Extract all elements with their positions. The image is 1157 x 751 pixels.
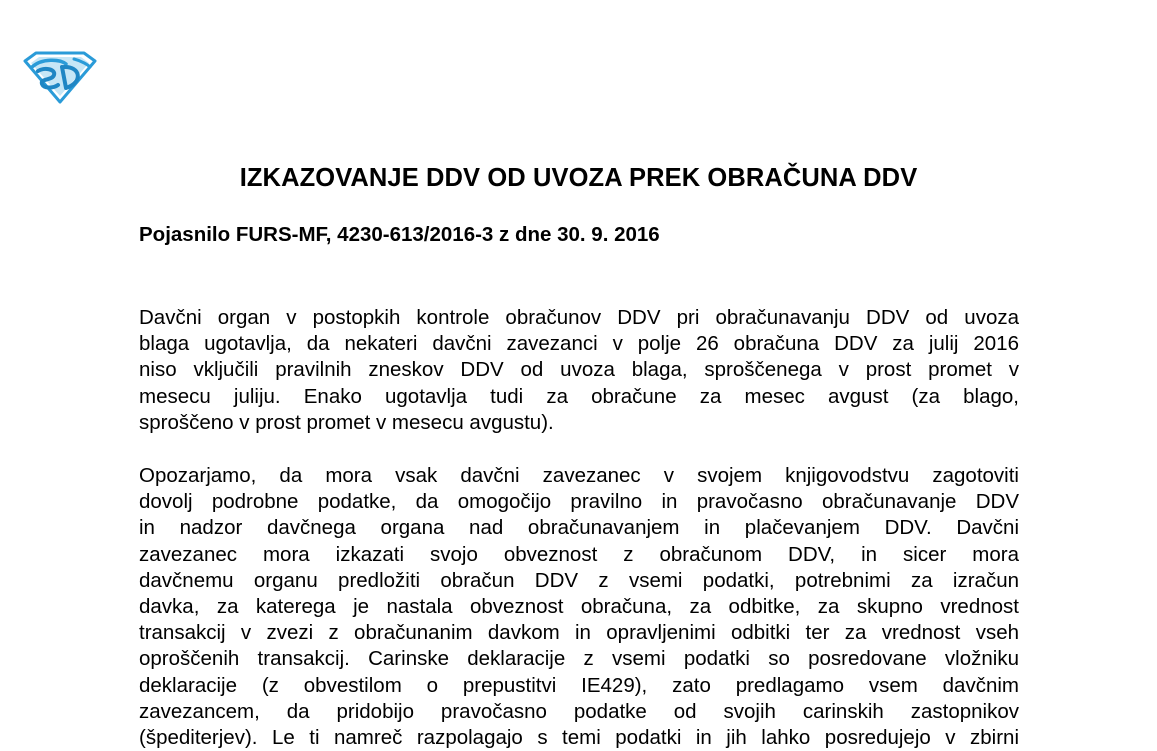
paragraph-line: mesecu juliju. Enako ugotavlja tudi za obračune za mesec avgust (za blago, — [139, 384, 1019, 408]
paragraph-line: sproščeno v prost promet v mesecu avgustu). — [139, 410, 554, 434]
paragraph-line: zavezanec mora izkazati svojo obveznost z obračunom DDV, in sicer mora — [139, 542, 1019, 566]
paragraph-line: deklaracije (z obvestilom o prepustitvi IE429), zato predlagamo vsem davčnim — [139, 673, 1019, 697]
document-title: IZKAZOVANJE DDV OD UVOZA PREK OBRAČUNA DDV — [239, 164, 918, 192]
paragraph-line: oproščenih transakcij. Carinske deklaracije z vsemi podatki so posredovane vložniku — [139, 647, 1019, 671]
paragraph-line: in nadzor davčnega organa nad obračunavanjem in plačevanjem DDV. Davčni — [139, 516, 1019, 540]
paragraph-line: davčnemu organu predložiti obračun DDV z vsemi podatki, potrebnimi za izračun — [139, 568, 1019, 592]
paragraph-line: niso vključili pravilnih zneskov DDV od uvoza blaga, sproščenega v prost promet v — [139, 358, 1019, 382]
paragraph-line: (špediterjev). Le ti namreč razpolagajo s temi podatki in jih lahko posredujejo v zbirni — [139, 725, 1019, 749]
paragraph-line: Opozarjamo, da mora vsak davčni zavezanec v svojem knjigovodstvu zagotoviti — [139, 464, 1019, 487]
sd-diamond-logo-icon — [22, 50, 98, 104]
paragraph-line: dovolj podrobne podatke, da omogočijo pravilno in pravočasno obračunavanje DDV — [139, 490, 1019, 514]
paragraph-line: Davčni organ v postopkih kontrole obračunov DDV pri obračunavanju DDV od uvoza — [139, 306, 1019, 329]
paragraph-line: zavezancem, da pridobijo pravočasno podatke od svojih carinskih zastopnikov — [139, 699, 1019, 723]
paragraph-line: davka, za katerega je nastala obveznost obračuna, za odbitke, za skupno vrednost — [139, 594, 1019, 618]
paragraph-2 — [139, 463, 1019, 751]
paragraph-line: blaga ugotavlja, da nekateri davčni zavezanci v polje 26 obračuna DDV za julij 2016 — [139, 332, 1019, 356]
company-logo — [22, 50, 98, 104]
paragraph-1 — [139, 305, 1019, 436]
paragraph-line: transakcij v zvezi z obračunanim davkom in opravljenimi odbitki ter za vrednost vseh — [139, 621, 1019, 645]
document-subtitle: Pojasnilo FURS-MF, 4230-613/2016-3 z dne 30. 9. 2016 — [139, 223, 660, 246]
